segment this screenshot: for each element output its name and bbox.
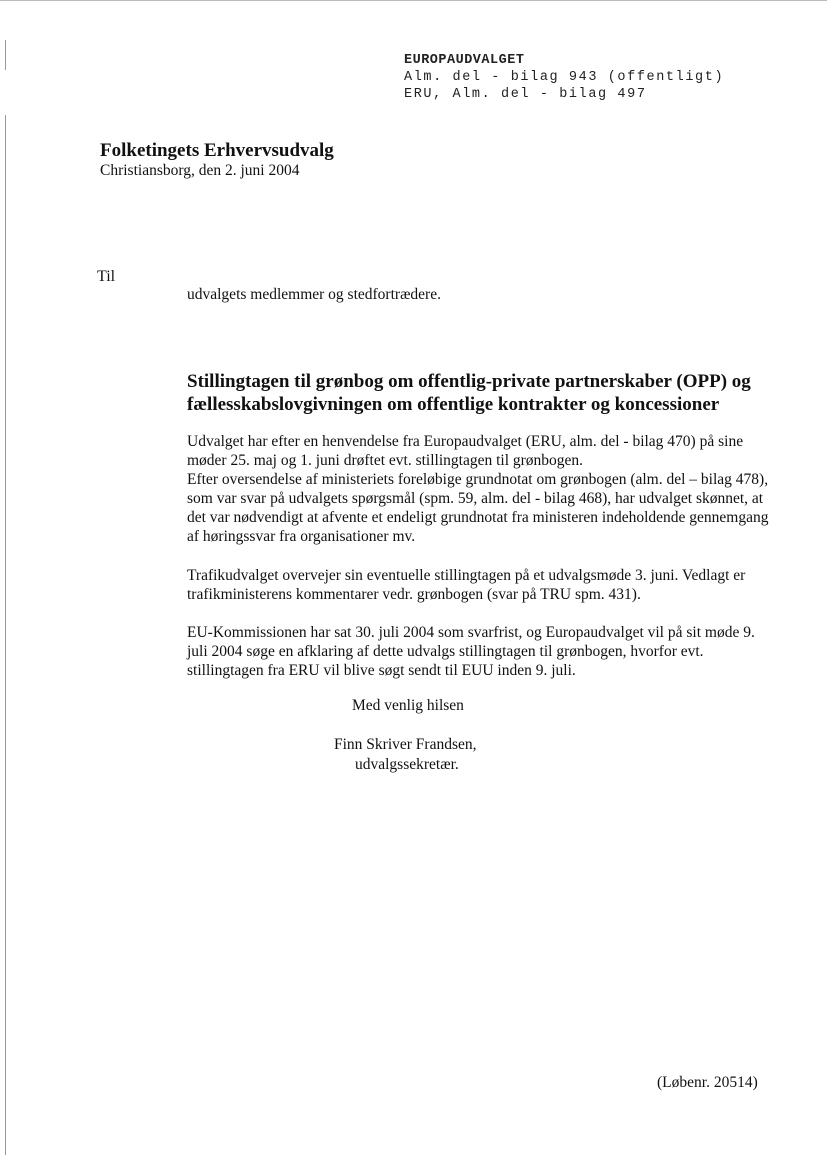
- letter-title: Stillingtagen til grønbog om offentlig-private partnerskaber (OPP) og fællesskabslovgivningen om offentlige kontrakter og koncessioner: [187, 371, 751, 415]
- scan-edge-mark: [5, 115, 6, 1155]
- signatory-name: Finn Skriver Frandsen,: [334, 736, 477, 753]
- stamp-committee: EUROPAUDVALGET: [404, 53, 525, 68]
- closing-greeting: Med venlig hilsen: [352, 697, 464, 714]
- stamp-reference-1: Alm. del - bilag 943 (offentligt): [404, 70, 725, 85]
- recipient-text: udvalgets medlemmer og stedfortrædere.: [187, 286, 441, 303]
- paragraph-group: [187, 432, 777, 546]
- body-paragraph: EU-Kommissionen har sat 30. juli 2004 som svarfrist, og Europaudvalget vil på sit møde 9. juli 2004 søge en afklaring af dette udvalgs stillingtagen til grønbogen, hvorfor evt. stillingtagen fra ERU vil blive søgt sendt til EUU inden 9. juli.: [187, 624, 755, 679]
- stamp-reference-2: ERU, Alm. del - bilag 497: [404, 87, 647, 102]
- serial-number: (Løbenr. 20514): [657, 1074, 758, 1091]
- body-paragraph: Trafikudvalget overvejer sin eventuelle stillingtagen på et udvalgsmøde 3. juni. Vedlagt er trafikministerens kommentarer vedr. grønbogen (svar på TRU spm. 431).: [187, 567, 746, 603]
- archive-stamp: [404, 52, 724, 103]
- body-paragraph: Udvalget har efter en henvendelse fra Europaudvalget (ERU, alm. del - bilag 470) på sine møder 25. maj og 1. juni drøftet evt. stillingtagen til grønbogen.: [187, 433, 744, 469]
- body-paragraph: Efter oversendelse af ministeriets foreløbige grundnotat om grønbogen (alm. del – bilag 478), som var svar på udvalgets spørgsmål (spm. 59, alm. del - bilag 468), har udvalget skønnet, at det var nødvendigt at afvente et endeligt grundnotat fra ministeren indeholdende gennemgang af høringssvar fra organisationer mv.: [187, 471, 769, 545]
- sender-organization: Folketingets Erhvervsudvalg: [100, 140, 334, 161]
- scan-border-line: [0, 0, 827, 1]
- recipient-prefix: Til: [97, 268, 116, 285]
- place-and-date: Christiansborg, den 2. juni 2004: [100, 162, 300, 179]
- signatory-role: udvalgssekretær.: [355, 756, 459, 773]
- scan-edge-mark: [5, 40, 6, 70]
